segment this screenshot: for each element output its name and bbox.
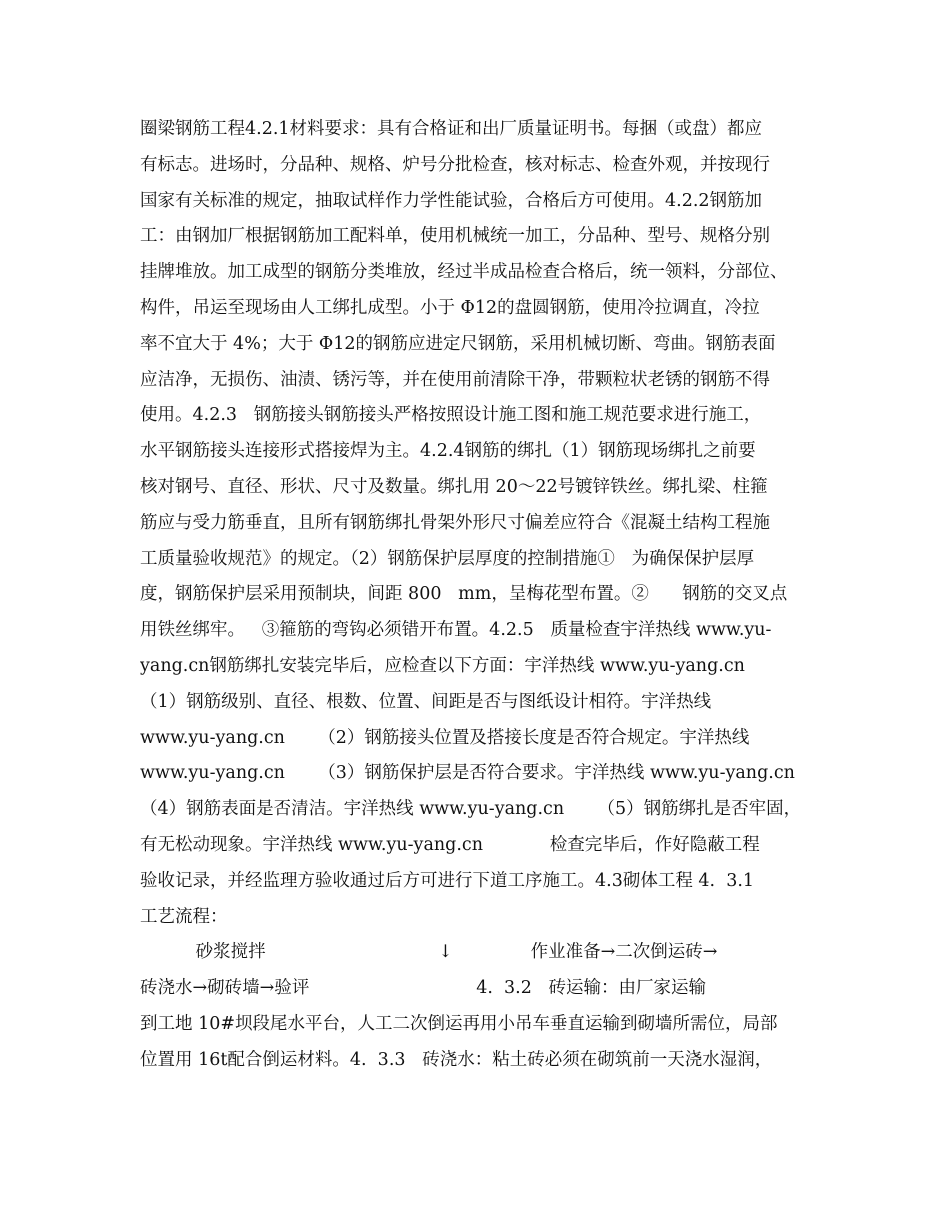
- body-text: [140, 112, 820, 1079]
- text-line: 工：由钢加厂根据钢筋加工配料单，使用机械统一加工，分品种、型号、规格分别: [140, 226, 770, 247]
- text-line: yang.cn钢筋绑扎安装完毕后，应检查以下方面：宇洋热线 www.yu-yang.cn: [140, 655, 745, 676]
- text-line: 砂浆搅拌 ↓ 作业准备→二次倒运砖→: [140, 942, 718, 963]
- text-line: 挂牌堆放。加工成型的钢筋分类堆放，经过半成品检查合格后，统一领料，分部位、: [140, 262, 788, 283]
- text-line: www.yu-yang.cn （2）钢筋接头位置及搭接长度是否符合规定。宇洋热线: [140, 727, 750, 748]
- text-line: 位置用 16t配合倒运材料。4. 3.3 砖浇水：粘土砖必须在砌筑前一天浇水湿润，: [140, 1049, 773, 1070]
- text-line: 砖浇水→砌砖墙→验评 4. 3.2 砖运输：由厂家运输: [140, 978, 707, 999]
- text-line: 有无松动现象。宇洋热线 www.yu-yang.cn 检查完毕后，作好隐蔽工程: [140, 834, 760, 855]
- text-line: 圈梁钢筋工程4.2.1材料要求：具有合格证和出厂质量证明书。每捆（或盘）都应: [140, 119, 763, 139]
- text-line: 构件，吊运至现场由人工绑扎成型。小于 Φ12的盘圆钢筋，使用冷拉调直，冷拉: [140, 297, 760, 318]
- text-line: 率不宜大于 4%；大于 Φ12的钢筋应进定尺钢筋，采用机械切断、弯曲。钢筋表面: [140, 333, 776, 354]
- text-line: 验收记录，并经监理方验收通过后方可进行下道工序施工。4.3砌体工程 4. 3.1: [140, 870, 755, 891]
- text-line: （4）钢筋表面是否清洁。宇洋热线 www.yu-yang.cn （5）钢筋绑扎是否牢固，: [140, 799, 802, 820]
- text-line: （1）钢筋级别、直径、根数、位置、间距是否与图纸设计相符。宇洋热线: [140, 691, 712, 712]
- text-line: 用铁丝绑牢。 ③箍筋的弯钩必须错开布置。4.2.5 质量检查宇洋热线 www.yu-: [140, 620, 772, 641]
- text-line: 筋应与受力筋垂直，且所有钢筋绑扎骨架外形尺寸偏差应符合《混凝土结构工程施: [140, 512, 770, 533]
- text-line: 核对钢号、直径、形状、尺寸及数量。绑扎用 20～22号镀锌铁丝。绑扎梁、柱箍: [140, 476, 768, 497]
- text-line: 工艺流程：: [140, 906, 228, 927]
- text-line: 度，钢筋保护层采用预制块，间距 800 mm，呈梅花型布置。② 钢筋的交叉点: [140, 584, 788, 605]
- text-line: 使用。4.2.3 钢筋接头钢筋接头严格按照设计施工图和施工规范要求进行施工，: [140, 405, 762, 426]
- text-line: 应洁净，无损伤、油渍、锈污等，并在使用前清除干净，带颗粒状老锈的钢筋不得: [140, 369, 770, 390]
- text-line: 水平钢筋接头连接形式搭接焊为主。4.2.4钢筋的绑扎（1）钢筋现场绑扎之前要: [140, 441, 756, 462]
- text-line: 有标志。进场时，分品种、规格、炉号分批检查，核对标志、检查外观，并按现行: [140, 154, 770, 175]
- text-line: 到工地 10#坝段尾水平台，人工二次倒运再用小吊车垂直运输到砌墙所需位，局部: [140, 1013, 778, 1034]
- text-line: 国家有关标准的规定，抽取试样作力学性能试验，合格后方可使用。4.2.2钢筋加: [140, 190, 763, 211]
- text-line: 工质量验收规范》的规定。（2）钢筋保护层厚度的控制措施① 为确保保护层厚: [140, 548, 755, 569]
- text-line: www.yu-yang.cn （3）钢筋保护层是否符合要求。宇洋热线 www.yu-yang.cn: [140, 763, 795, 784]
